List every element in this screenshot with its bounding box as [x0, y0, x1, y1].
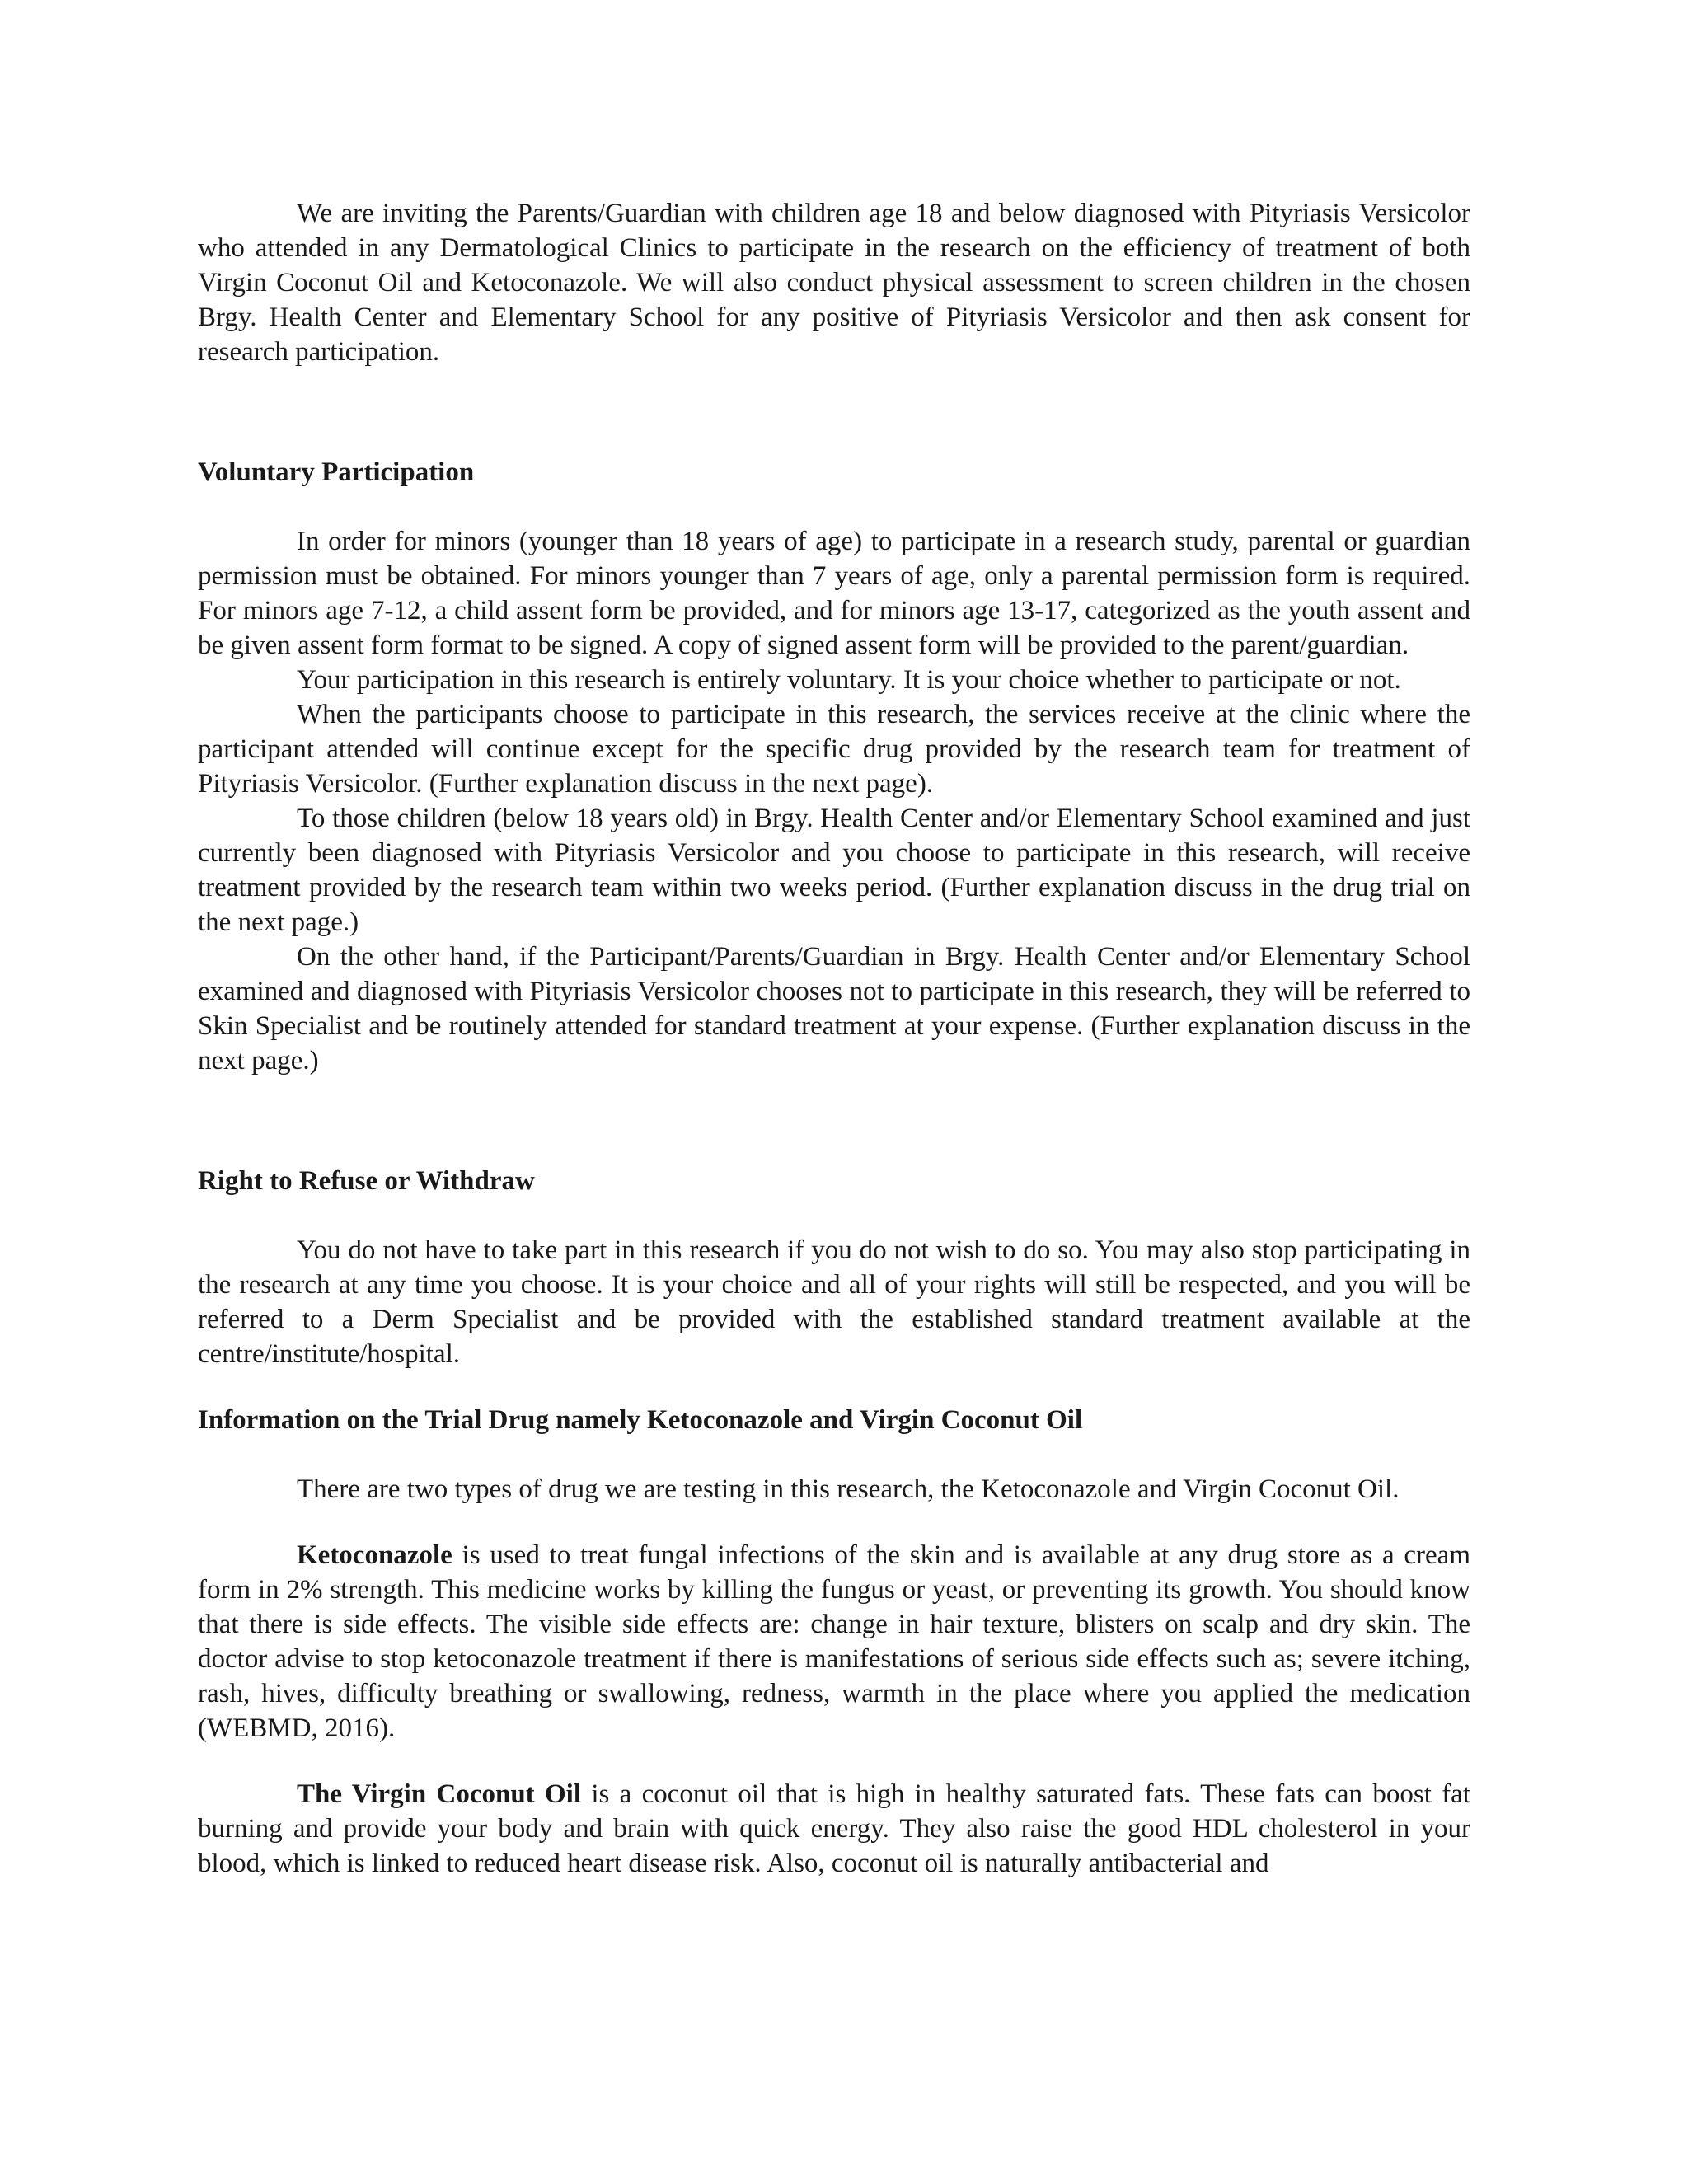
- ketoconazole-term: Ketoconazole: [297, 1540, 452, 1570]
- voluntary-paragraph-1: In order for minors (younger than 18 years of age) to participate in a research study, parental or guardian permission must be obtained. For minors younger than 7 years of age, only a parental permission form is required. For minors age 7-12, a child assent form be provided, and for minors age 13-17, categorized as the youth assent and be given assent form format to be signed. A copy of signed assent form will be provided to the parent/guardian.: [198, 527, 1470, 660]
- virgin-coconut-oil-paragraph: [198, 1777, 1470, 1881]
- virgin-coconut-oil-text: is a coconut oil that is high in healthy saturated fats. These fats can boost fat burning and provide your body and brain with quick energy. They also raise the good HDL cholesterol in your blood, which is linked to reduced heart disease risk. Also, coconut oil is naturally antibacterial and: [198, 1779, 1470, 1878]
- refuse-paragraph: You do not have to take part in this research if you do not wish to do so. You may also stop participating in the research at any time you choose. It is your choice and all of your rights will still be respected, and you will be referred to a Derm Specialist and be provided with the established standard treatment available at the centre/institute/hospital.: [198, 1235, 1470, 1369]
- trial-drug-heading: Information on the Trial Drug namely Ketoconazole and Virgin Coconut Oil: [198, 1405, 1083, 1435]
- trial-intro-paragraph: There are two types of drug we are testing in this research, the Ketoconazole and Virgin Coconut Oil.: [297, 1474, 1400, 1504]
- virgin-coconut-oil-term: The Virgin Coconut Oil: [297, 1779, 581, 1809]
- voluntary-paragraph-2: Your participation in this research is entirely voluntary. It is your choice whether to participate or not.: [297, 665, 1401, 695]
- voluntary-paragraph-4: To those children (below 18 years old) in Brgy. Health Center and/or Elementary School examined and just currently been diagnosed with Pityriasis Versicolor and you choose to participate in this research, will receive treatment provided by the research team within two weeks period. (Further explanation discuss in the drug trial on the next page.): [198, 804, 1470, 937]
- intro-paragraph: We are inviting the Parents/Guardian with children age 18 and below diagnosed with Pityriasis Versicolor who attended in any Dermatological Clinics to participate in the research on the efficiency of treatment of both Virgin Coconut Oil and Ketoconazole. We will also conduct physical assessment to screen children in the chosen Brgy. Health Center and Elementary School for any positive of Pityriasis Versicolor and then ask consent for research participation.: [198, 199, 1470, 367]
- voluntary-paragraph-5: On the other hand, if the Participant/Parents/Guardian in Brgy. Health Center and/or Elementary School examined and diagnosed with Pityriasis Versicolor chooses not to participate in this research, they will be referred to Skin Specialist and be routinely attended for standard treatment at your expense. (Further explanation discuss in the next page.): [198, 942, 1470, 1076]
- ketoconazole-text: is used to treat fungal infections of the skin and is available at any drug store as a cream form in 2% strength. This medicine works by killing the fungus or yeast, or preventing its growth. You should know that there is side effects. The visible side effects are: change in hair texture, blisters on scalp and dry skin. The doctor advise to stop ketoconazole treatment if there is manifestations of serious side effects such as; severe itching, rash, hives, difficulty breathing or swallowing, redness, warmth in the place where you applied the medication (WEBMD, 2016).: [198, 1540, 1470, 1743]
- voluntary-participation-heading: Voluntary Participation: [198, 457, 475, 487]
- ketoconazole-paragraph: [198, 1538, 1470, 1746]
- right-to-refuse-heading: Right to Refuse or Withdraw: [198, 1166, 535, 1196]
- voluntary-paragraph-3: When the participants choose to participate in this research, the services receive at the clinic where the participant attended will continue except for the specific drug provided by the research team for treatment of Pityriasis Versicolor. (Further explanation discuss in the next page).: [198, 700, 1470, 799]
